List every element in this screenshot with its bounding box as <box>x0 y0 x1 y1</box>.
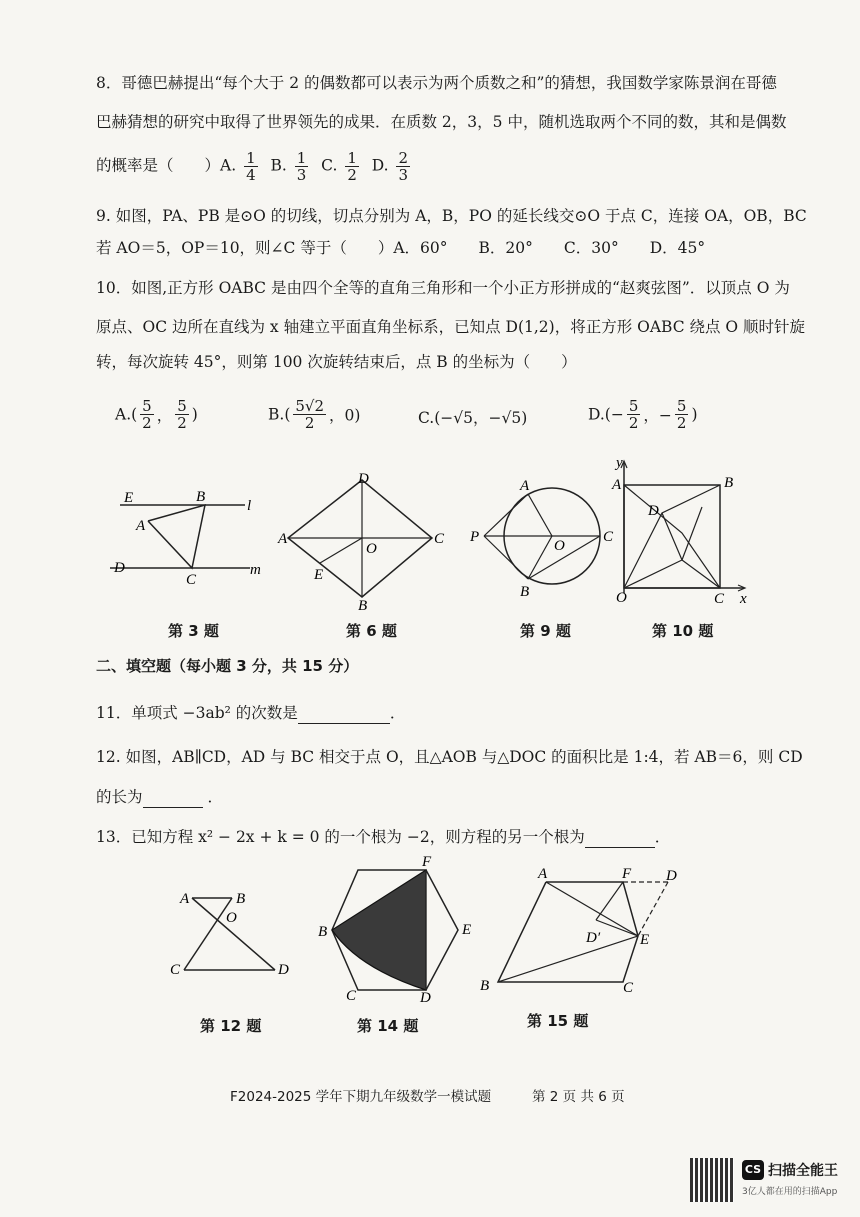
cs-logo-icon: CS <box>742 1160 764 1180</box>
fig14-label-e: E <box>462 922 472 938</box>
fig15-label-b: B <box>480 978 490 994</box>
footer-exam-title: F2024-2025 学年下期九年级数学一模试题 <box>230 1089 492 1105</box>
q10-option-d: D.(− $\frac{5}{2}$ ，− $\frac{5}{2}$ ) <box>588 397 698 432</box>
fig3-label-m: m <box>250 562 261 578</box>
q8-option-b: $\frac{1}{3}$ <box>296 149 307 184</box>
fig14-label-c: C <box>346 988 357 1004</box>
caption-q6: 第 6 题 <box>346 622 397 640</box>
fig3-label-d: D <box>114 560 125 576</box>
fig12-label-c: C <box>170 962 181 978</box>
q8-label-c: C. <box>321 156 338 175</box>
fig10-label-o: O <box>616 590 627 606</box>
fig9-label-o: O <box>554 538 565 554</box>
fig12-label-a: A <box>180 891 190 907</box>
figure-q6 <box>278 471 450 614</box>
caption-q9: 第 9 题 <box>520 622 571 640</box>
q8-label-b: B. <box>270 156 287 175</box>
q9-line2: 若 AO＝5，OP＝10，则∠C 等于（ ）A．60° B．20° C．30° D．45° <box>96 239 706 257</box>
q10-line3: 转，每次旋转 45°，则第 100 次旋转结束后，点 B 的坐标为（ ） <box>96 353 577 371</box>
fig10-label-d: D <box>648 503 659 519</box>
fig15-label-c: C <box>623 980 634 996</box>
fig15-label-f: F <box>622 866 632 882</box>
q10-options <box>0 398 860 438</box>
q13-answer-blank[interactable] <box>585 831 655 848</box>
fig6-label-c: C <box>434 531 445 547</box>
section-fill-in-title: 二、填空题（每小题 3 分，共 15 分） <box>96 657 359 675</box>
fig14-label-f: F <box>422 854 432 870</box>
q8-option-c: $\frac{1}{2}$ <box>347 149 357 184</box>
fig9-label-p: P <box>470 529 480 545</box>
q8-options <box>96 150 413 183</box>
fig12-label-d: D <box>278 962 289 978</box>
q10-option-c: C.(−√5，−√5) <box>418 409 528 427</box>
figure-q15 <box>478 868 688 1002</box>
q13: 13．已知方程 x² − 2x + k = 0 的一个根为 −2，则方程的另一个根为 ． <box>96 828 671 846</box>
fig6-label-e: E <box>314 567 324 583</box>
fig3-label-b: B <box>196 489 206 505</box>
q9-line1: 9. 如图，PA、PB 是⊙O 的切线，切点分别为 A，B，PO 的延长线交⊙O 于点 C，连接 OA，OB，BC <box>96 207 807 225</box>
figure-q12 <box>170 888 300 987</box>
q8-label-d: D. <box>371 156 389 175</box>
q8-line1: 8．哥德巴赫提出“每个大于 2 的偶数都可以表示为两个质数之和”的猜想，我国数学家陈景润在哥德 <box>96 74 777 92</box>
fig3-label-c: C <box>186 572 197 588</box>
q11: 11．单项式 −3ab² 的次数是 ． <box>96 704 406 722</box>
fig3-label-a: A <box>136 518 146 534</box>
figure-q10 <box>612 455 752 609</box>
q8-option-d: $\frac{2}{3}$ <box>398 149 409 184</box>
fig15-label-e: E <box>640 932 650 948</box>
figure-q3 <box>110 488 270 592</box>
fig14-label-d: D <box>420 990 431 1006</box>
fig10-label-c: C <box>714 591 725 607</box>
fig10-label-y: y <box>616 455 623 471</box>
footer-page-number: 第 2 页 共 6 页 <box>532 1089 625 1105</box>
scanner-app-name: 扫描全能王 <box>768 1163 838 1179</box>
q8-option-a: $\frac{1}{4}$ <box>246 149 256 184</box>
scanner-app-tagline: 3亿人都在用的扫描App <box>742 1187 838 1197</box>
fig15-label-d-prime: D′ <box>586 930 601 946</box>
q11-answer-blank[interactable] <box>298 707 390 724</box>
fig15-label-a: A <box>538 866 548 882</box>
fig6-label-a: A <box>278 531 288 547</box>
q10-option-b: B.( $\frac{5√2}{2}$ ，0) <box>268 397 361 432</box>
q8-line2: 巴赫猜想的研究中取得了世界领先的成果．在质数 2，3，5 中，随机选取两个不同的数，其和是偶数 <box>96 113 787 131</box>
fig9-label-b: B <box>520 584 530 600</box>
caption-q3: 第 3 题 <box>168 622 219 640</box>
scanner-watermark <box>690 1158 855 1208</box>
caption-q14: 第 14 题 <box>357 1017 419 1035</box>
fig3-label-e: E <box>124 490 134 506</box>
caption-q15: 第 15 题 <box>527 1012 589 1030</box>
q10-line1: 10．如图,正方形 OABC 是由四个全等的直角三角形和一个小正方形拼成的“赵爽弦图”．以顶点 O 为 <box>96 279 790 297</box>
caption-q12: 第 12 题 <box>200 1017 262 1035</box>
fig15-label-d: D <box>666 868 677 884</box>
qr-code-icon <box>690 1158 734 1202</box>
q8-prefix: 的概率是（ ）A. <box>96 156 237 175</box>
fig9-label-a: A <box>520 478 530 494</box>
q12-line2: 的长为 ． <box>96 788 223 806</box>
fig6-label-b: B <box>358 598 368 614</box>
fig9-label-c: C <box>603 529 614 545</box>
fig10-label-b: B <box>724 475 734 491</box>
fig6-label-d: D <box>358 471 369 487</box>
q12-line1: 12. 如图，AB∥CD，AD 与 BC 相交于点 O，且△AOB 与△DOC 的面积比是 1:4，若 AB＝6，则 CD <box>96 748 803 766</box>
fig14-label-b: B <box>318 924 328 940</box>
q10-line2: 原点、OC 边所在直线为 x 轴建立平面直角坐标系，已知点 D(1,2)，将正方形 OABC 绕点 O 顺时针旋 <box>96 318 806 336</box>
fig12-label-o: O <box>226 910 237 926</box>
q12-answer-blank[interactable] <box>143 791 203 808</box>
fig6-label-o: O <box>366 541 377 557</box>
figure-q9 <box>470 478 620 607</box>
fig12-label-b: B <box>236 891 246 907</box>
q10-option-a: A.( $\frac{5}{2}$ ， $\frac{5}{2}$ ) <box>115 397 198 432</box>
fig3-label-l: l <box>247 498 252 514</box>
fig10-label-x: x <box>740 591 747 607</box>
fig10-label-a: A <box>612 477 622 493</box>
caption-q10: 第 10 题 <box>652 622 714 640</box>
figure-q14 <box>318 854 472 1007</box>
